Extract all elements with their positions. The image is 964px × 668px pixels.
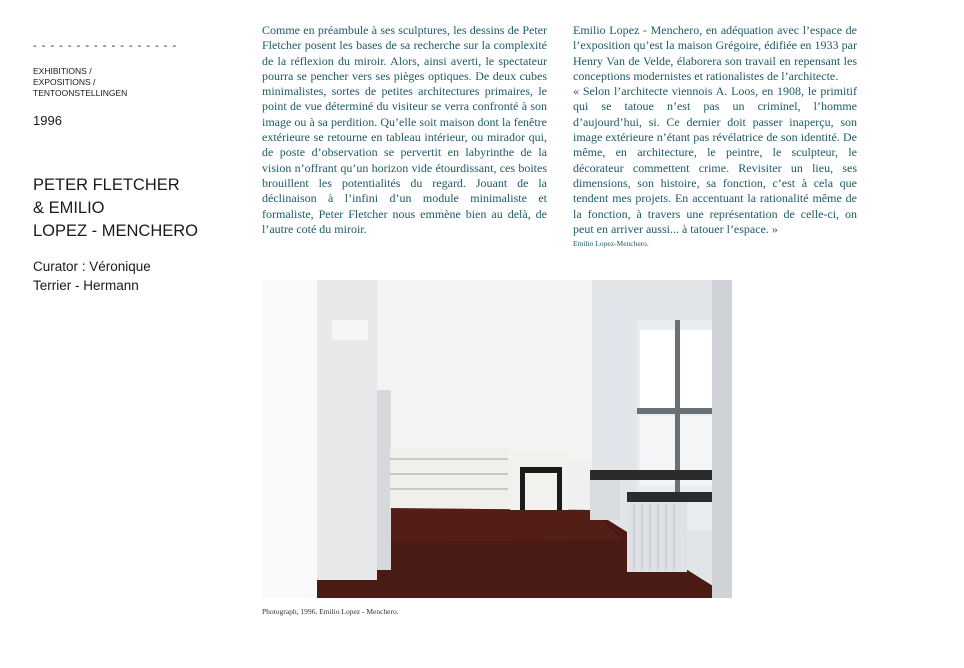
artist-line-1: PETER FLETCHER — [33, 176, 180, 194]
menchero-intro: Emilio Lopez - Menchero, en adéquation avec l’espace de l’exposition qu’est la maison Grégoire, édifiée en 1933 par Henry Van de Velde, élaborera son travail en repensant les conceptions modernistes et rationalistes de l’architecte. — [573, 23, 857, 83]
quote-signature: Emilio Lopez-Menchero. — [573, 239, 649, 249]
dashed-divider: - - - - - - - - - - - - - - - - - — [33, 40, 178, 52]
room-interior-photo — [262, 280, 732, 598]
sidebar — [33, 40, 233, 295]
artist-line-3: LOPEZ - MENCHERO — [33, 222, 199, 240]
exhibition-photograph — [262, 280, 732, 598]
text-column-fletcher — [262, 23, 547, 237]
exhibition-year: 1996 — [33, 113, 62, 128]
section-line-1: EXHIBITIONS / — [33, 66, 92, 76]
fletcher-paragraph: Comme en préambule à ses sculptures, les dessins de Peter Fletcher posent les bases de sa recherche sur la complexité de la réflexion du miroir. Alors, ainsi averti, le spectateur pourra se pencher vers ses pièges optiques. De deux cubes minimalistes, sortes de petites architectures primaires, le point de vue déterminé du visiteur se verra confronté à son image ou à sa perdition. Qu’elle soit maison dont la fenêtre extérieure se retourne en tableau intérieur, ou mirador qui, de poste d’observation se pervertit en labyrinthe de la vision n’offrant qu’un horizon vide étourdissant, ces boites brouillent les potentialités du regard. Jouant de la déclinaison à l’infini d’un module minimaliste et formaliste, Peter Fletcher nous emmène bien au delà, de l’autre coté du miroir. — [262, 23, 547, 236]
section-label — [33, 66, 233, 99]
curator-line-1: Curator : Véronique — [33, 259, 151, 274]
curator — [33, 257, 233, 295]
artist-names — [33, 174, 233, 243]
section-line-3: TENTOONSTELLINGEN — [33, 88, 128, 98]
text-column-menchero — [573, 23, 857, 249]
curator-line-2: Terrier - Hermann — [33, 278, 139, 293]
menchero-quote: « Selon l’architecte viennois A. Loos, en 1908, le primitif qui se tatoue n’est pas un criminel, l’homme d’aujourd’hui, si. Ce dernier doit passer inaperçu, son image extérieure n’étant pas révélatrice de son identité. De même, en architecture, le peintre, le sculpteur, le décorateur commettent crime. Revisiter un lieu, ses dimensions, son histoire, sa fonction, c’est à cela que tendent mes projets. En accentuant la rationalité même de la fonction, à travers une représentation de celle-ci, on peut en arriver aussi... à tatouer l’espace. » — [573, 84, 857, 236]
artist-line-2: & EMILIO — [33, 199, 105, 217]
photo-caption: Photograph, 1996, Emilio Lopez - Menchero. — [262, 607, 399, 616]
section-line-2: EXPOSITIONS / — [33, 77, 96, 87]
